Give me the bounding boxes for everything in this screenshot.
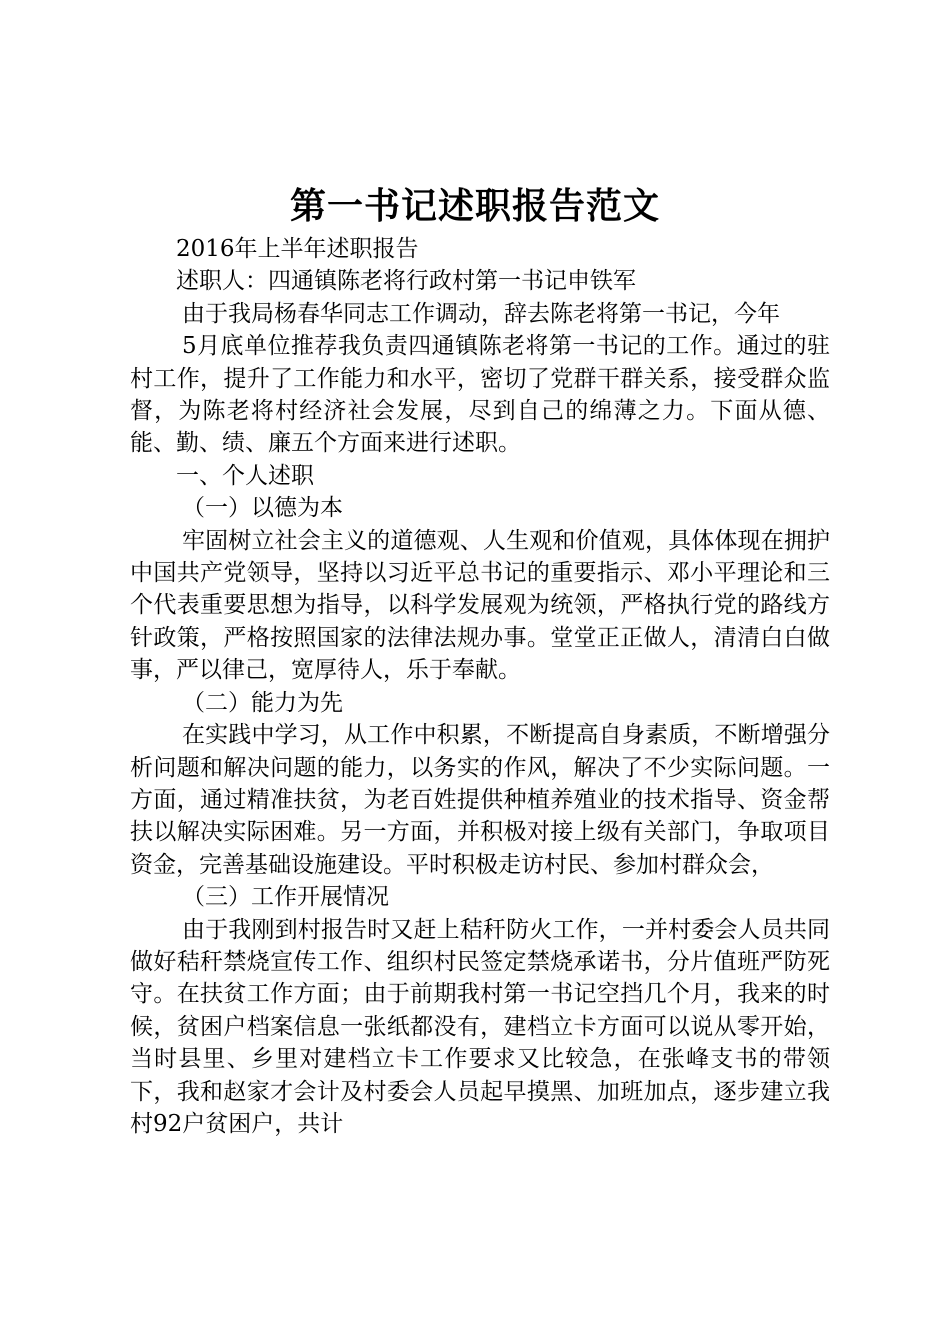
paragraph-virtue: 牢固树立社会主义的道德观、人生观和价值观，具体体现在拥护中国共产党领导，坚持以习近平总书记的重要指示、邓小平理论和三个代表重要思想为指导，以科学发展观为统领，严格执行党的路线方针政策，严格按照国家的法律法规办事。堂堂正正做人，清清白白做事，严以律己，宽厚待人，乐于奉献。	[130, 527, 830, 684]
report-heading: 2016年上半年述职报告	[176, 236, 419, 262]
paragraph-ability: 在实践中学习，从工作中积累，不断提高自身素质，不断增强分析问题和解决问题的能力，以务实的作风，解决了不少实际问题。一方面，通过精准扶贫，为老百姓提供种植养殖业的技术指导、资金帮扶以解决实际困难。另一方面，并积极对接上级有关部门，争取项目资金，完善基础设施建设。平时积极走访村民、参加村群众会，	[130, 722, 830, 878]
document-body	[130, 233, 830, 1140]
subheading-work: （三）工作开展情况	[182, 884, 389, 911]
reporter-line: 述职人：四通镇陈老将行政村第一书记申铁军	[176, 268, 636, 295]
paragraph-overview: 5月底单位推荐我负责四通镇陈老将第一书记的工作。通过的驻村工作，提升了工作能力和水平，密切了党群干群关系，接受群众监督，为陈老将村经济社会发展，尽到自己的绵薄之力。下面从德、能、勤、绩、廉五个方面来进行述职。	[130, 333, 830, 457]
document-title: 第一书记述职报告范文	[289, 186, 660, 227]
subheading-virtue: （一）以德为本	[182, 495, 343, 522]
paragraph-work: 由于我刚到村报告时又赶上秸秆防火工作，一并村委会人员共同做好秸秆禁烧宣传工作、组织村民签定禁烧承诺书，分片值班严防死守。在扶贫工作方面；由于前期我村第一书记空挡几个月，我来的时候，贫困户档案信息一张纸都没有，建档立卡方面可以说从零开始，当时县里、乡里对建档立卡工作要求又比较急，在张峰支书的带领下，我和赵家才会计及村委会人员起早摸黑、加班加点，逐步建立我村92户贫困户，共计	[130, 916, 830, 1137]
paragraph-intro: 由于我局杨春华同志工作调动，辞去陈老将第一书记，今年	[182, 300, 780, 327]
subheading-ability: （二）能力为先	[182, 689, 343, 716]
section-heading-personal: 一、个人述职	[176, 462, 314, 489]
